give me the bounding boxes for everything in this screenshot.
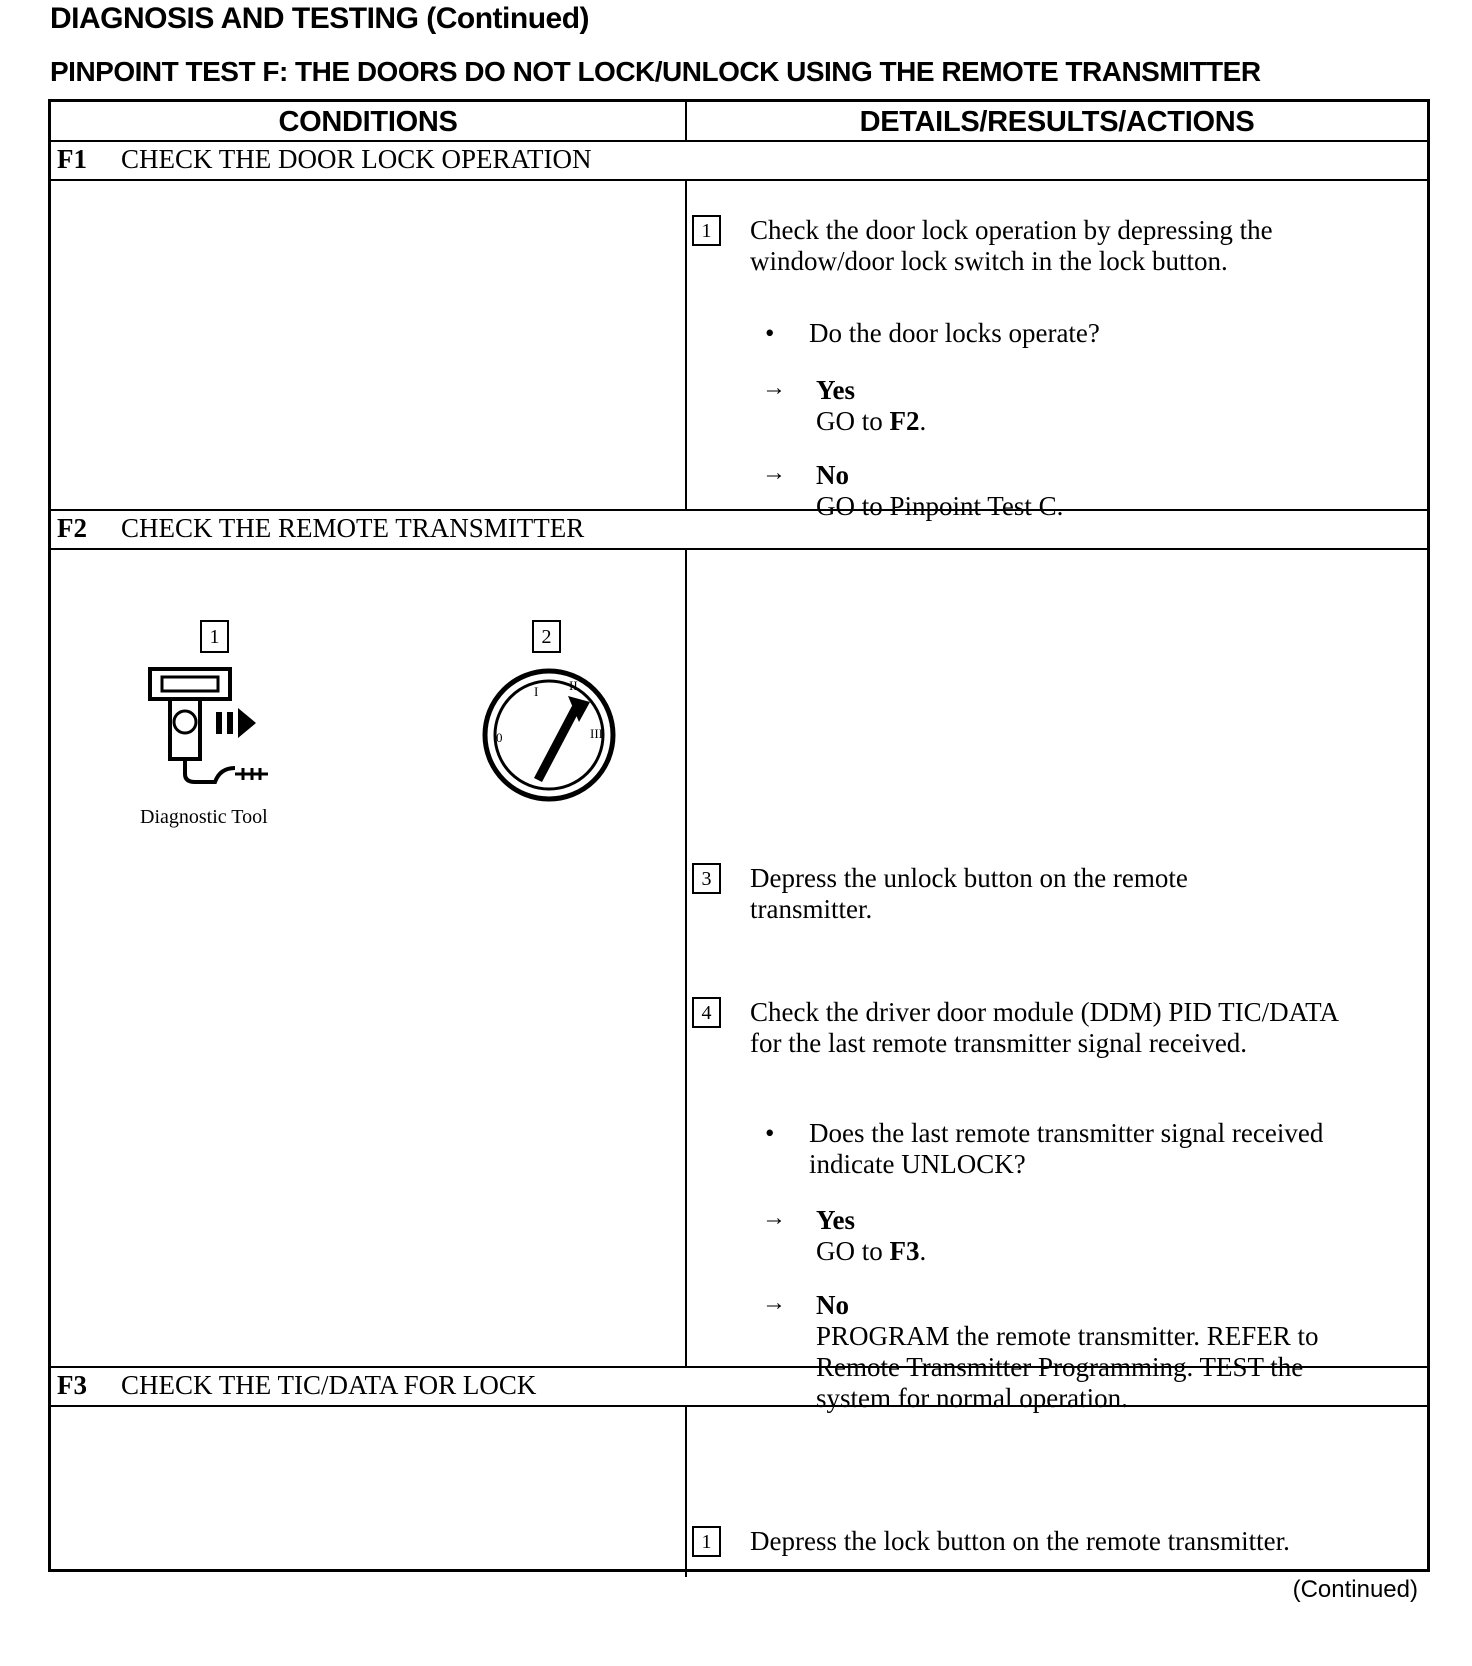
section-header-f3 (57, 1370, 536, 1401)
pinpoint-test-title: PINPOINT TEST F: THE DOORS DO NOT LOCK/UNLOCK USING THE REMOTE TRANSMITTER (50, 56, 1261, 87)
page-title: DIAGNOSIS AND TESTING (Continued) (50, 2, 590, 35)
section-header-f1 (57, 144, 592, 175)
section-id: F1 (57, 144, 87, 174)
section-id: F3 (57, 1370, 87, 1400)
switch-mark-off: 0 (496, 730, 503, 745)
result-action: PROGRAM the remote transmitter. REFER to Remote Transmitter Programming. TEST the system for normal operation. (816, 1321, 1319, 1413)
result-action-suffix: . (919, 406, 927, 436)
switch-mark-one: I (534, 684, 539, 699)
step-number-box: 3 (692, 863, 721, 894)
result-label: No (816, 460, 849, 490)
step-number-box: 4 (692, 997, 721, 1028)
column-divider-f2 (685, 550, 687, 1368)
section-title: CHECK THE REMOTE TRANSMITTER (121, 513, 585, 543)
switch-mark-three: III (590, 726, 603, 741)
step-text: Depress the unlock button on the remote transmitter. (750, 863, 1188, 924)
section-title: CHECK THE DOOR LOCK OPERATION (121, 144, 592, 174)
arrow-right-icon: → (762, 1290, 786, 1316)
diagnostic-tool-caption: Diagnostic Tool (140, 806, 268, 828)
result-label: No (816, 1290, 849, 1320)
step-number-box: 1 (692, 1526, 721, 1557)
continued-footer: (Continued) (1292, 1576, 1418, 1603)
column-divider-f3 (685, 1407, 687, 1577)
arrow-right-icon: → (762, 375, 786, 401)
result-action: GO to Pinpoint Test C. (816, 491, 1064, 521)
section-id: F2 (57, 513, 87, 543)
result-label: Yes (816, 1205, 855, 1235)
bullet-icon: • (765, 318, 775, 348)
result-action-target: F2 (889, 406, 920, 436)
bullet-icon: • (765, 1118, 775, 1148)
step-text: Depress the lock button on the remote transmitter. (750, 1526, 1290, 1556)
result-label: Yes (816, 375, 855, 405)
ignition-switch-icon (474, 660, 624, 810)
arrow-right-icon: → (762, 1205, 786, 1231)
header-rule (51, 140, 1427, 142)
step-text: Check the driver door module (DDM) PID TIC/DATA for the last remote transmitter signal received. (750, 997, 1338, 1058)
column-divider-f1 (685, 181, 687, 511)
arrow-right-icon: → (762, 460, 786, 486)
result-action-target: F3 (889, 1236, 920, 1266)
result-action-suffix: . (919, 1236, 927, 1266)
switch-mark-two: II (569, 678, 578, 693)
illustration-step-2-box: 2 (532, 620, 561, 653)
section-header-f2 (57, 513, 584, 544)
column-header-details: DETAILS/RESULTS/ACTIONS (859, 106, 1255, 138)
question-text: Do the door locks operate? (809, 318, 1100, 348)
result-action-prefix: GO to (816, 406, 890, 436)
result-action-prefix: GO to (816, 1236, 890, 1266)
step-number-box: 1 (692, 215, 721, 246)
f2-header-rule (51, 548, 1427, 550)
illustration-step-1-box: 1 (200, 620, 229, 653)
diagnostic-tool-icon (140, 664, 290, 794)
f1-header-rule (51, 179, 1427, 181)
question-text: Does the last remote transmitter signal received indicate UNLOCK? (809, 1118, 1324, 1179)
section-title: CHECK THE TIC/DATA FOR LOCK (121, 1370, 537, 1400)
column-header-conditions: CONDITIONS (278, 106, 458, 138)
step-text: Check the door lock operation by depressing the window/door lock switch in the lock button. (750, 215, 1273, 276)
